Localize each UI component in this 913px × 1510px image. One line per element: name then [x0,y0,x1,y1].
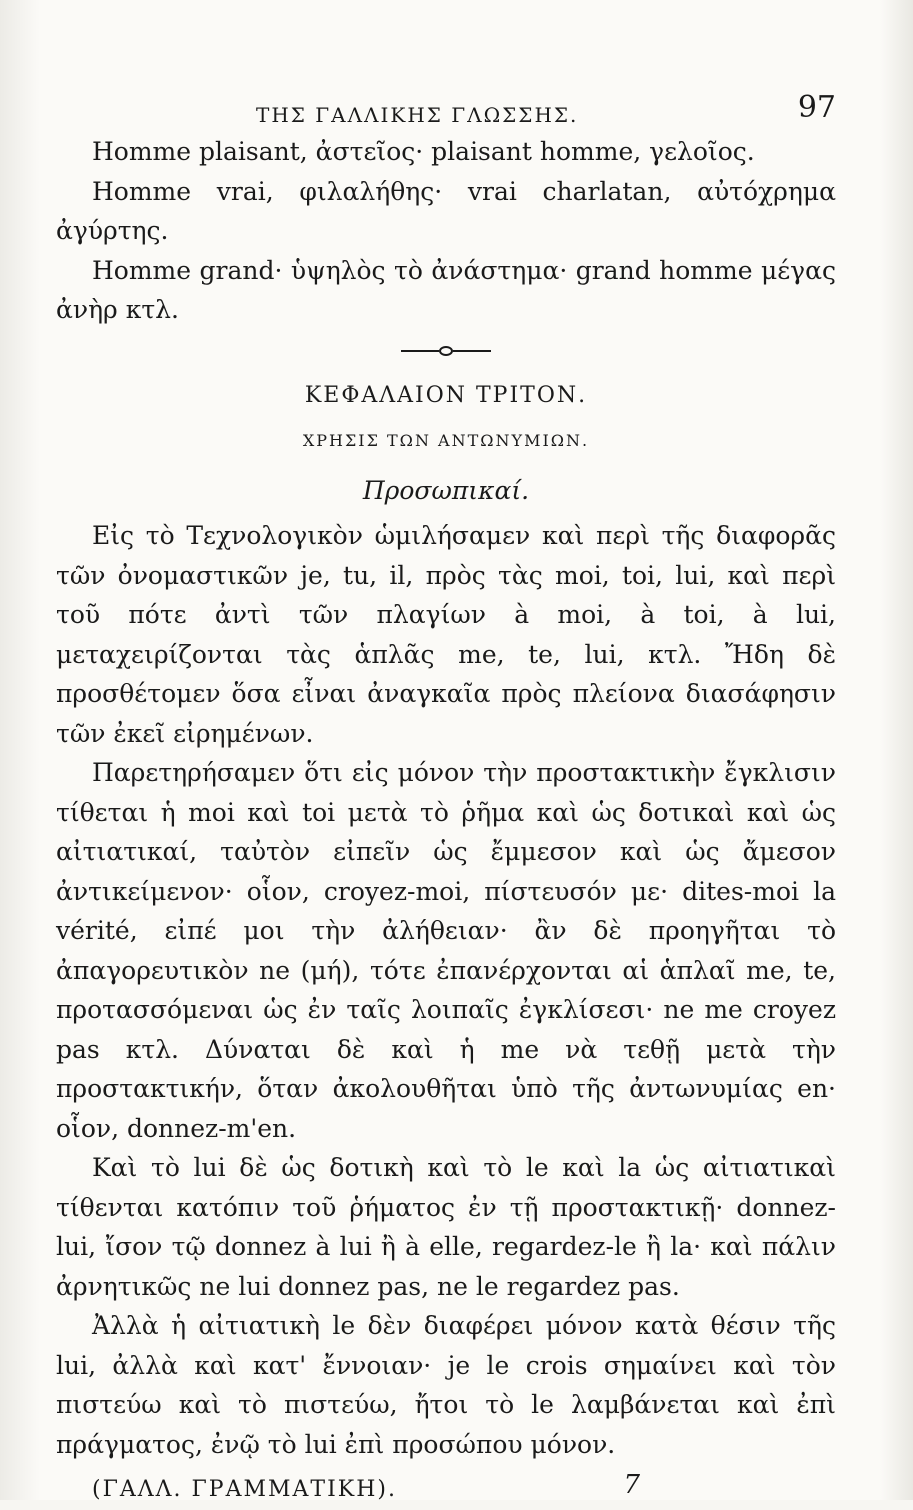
running-head: ΤΗΣ ΓΑΛΛΙΚΗΣ ΓΛΩΣΣΗΣ. [256,103,579,127]
paragraph: Παρετηρήσαμεν ὅτι εἰς μόνον τὴν προστακτικὴν ἔγκλισιν τίθεται ἡ moi καὶ toi μετὰ τὸ ῥῆμα καὶ ὡς δοτικαὶ καὶ ὡς αἰτιατικαί, ταὐτὸν εἰπεῖν ὡς ἔμμεσον καὶ ὡς ἄμεσον ἀντικείμενον· οἷον, croyez-moi, πίστευσόν με· dites-moi la vérité, εἰπέ μοι τὴν ἀλήθειαν· ἂν δὲ προηγῆται τὸ ἀπαγορευτικὸν ne (μή), τότε ἐπανέρχονται αἱ ἁπλαῖ me, te, προτασσόμεναι ὡς ἐν ταῖς λοιπαῖς ἐγκλίσεσι· ne me croyez pas κτλ. Δύναται δὲ καὶ ἡ me νὰ τεθῇ μετὰ τὴν προστακτικήν, ὅταν ἀκολουθῆται ὑπὸ τῆς ἀντωνυμίας en· οἷον, donnez-m'en. [56,758,836,1143]
subsection-title: Προσωπικαί. [362,475,530,505]
page-footer [56,1466,836,1510]
paragraph: Ἀλλὰ ἡ αἰτιατικὴ le δὲν διαφέρει μόνον κατὰ θέσιν τῆς lui, ἀλλὰ καὶ κατ' ἔννοιαν· je le crois σημαίνει καὶ τὸν πιστεύω καὶ τὸ πιστεύω, ἤτοι τὸ le λαμβάνεται καὶ ἐπὶ πράγματος, ἐνῷ τὸ lui ἐπὶ προσώπου μόνον. [56,1311,836,1459]
example-line: Homme vrai, φιλαλήθης· vrai charlatan, αὐτόχρημα ἀγύρτης. [56,176,836,245]
section-title: ΧΡΗΣΙΣ ΤΩΝ ΑΝΤΩΝΥΜΙΩΝ. [302,431,590,450]
example-line: Homme plaisant, ἀστεῖος· plaisant homme, γελοῖος. [92,137,755,166]
ornamental-divider [401,344,491,358]
page-header [56,88,836,132]
signature-mark: 7 [623,1470,640,1500]
book-title: (ΓΑΛΛ. ΓΡΑΜΜΑΤΙΚΗ). [92,1477,397,1502]
example-line: Homme grand· ὑψηλὸς τὸ ἀνάστημα· grand homme μέγας ἀνὴρ κτλ. [56,255,836,324]
text-block [56,88,836,1510]
paragraph: Εἰς τὸ Τεχνολογικὸν ὡμιλήσαμεν καὶ περὶ τῆς διαφορᾶς τῶν ὀνομαστικῶν je, tu, il, πρὸς τὰς moi, toi, lui, καὶ περὶ τοῦ πότε ἀντὶ τῶν πλαγίων à moi, à toi, à lui, μεταχειρίζονται τὰς ἁπλᾶς me, te, lui, κτλ. Ἤδη δὲ προσθέτομεν ὅσα εἶναι ἀναγκαῖα πρὸς πλείονα διασάφησιν τῶν ἐκεῖ εἰρημένων. [56,521,836,748]
page-number: 97 [797,90,836,125]
paragraph: Καὶ τὸ lui δὲ ὡς δοτικὴ καὶ τὸ le καὶ la ὡς αἰτιατικαὶ τίθενται κατόπιν τοῦ ῥήματος ἐν τῇ προστακτικῇ· donnez-lui, ἴσον τῷ donnez à lui ἢ à elle, regardez-le ἢ la· καὶ πάλιν ἀρνητικῶς ne lui donnez pas, ne le regardez pas. [56,1153,836,1301]
chapter-title: ΚΕΦΑΛΑΙΟΝ ΤΡΙΤΟΝ. [304,382,588,408]
